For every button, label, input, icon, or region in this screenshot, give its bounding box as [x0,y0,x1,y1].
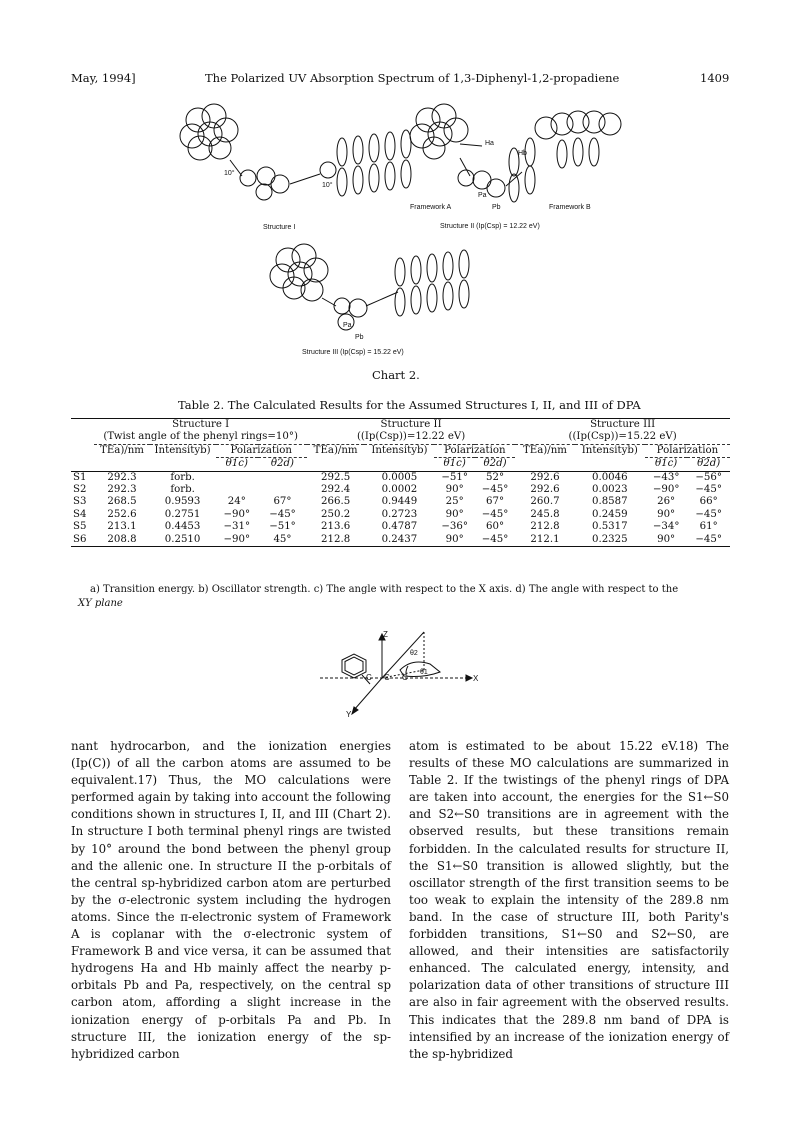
group-3-subtitle: ((Ip(Csp))=15.22 eV) [515,431,730,444]
table-cell: 292.4 [321,484,351,496]
ha-label: Ha [485,140,494,147]
table-cell: −43° [645,471,688,484]
axis-y-label: Y [346,710,352,719]
table-cell [216,471,259,484]
table-cell: 0.2751 [164,508,201,520]
table-cell: 90° [657,508,676,520]
table-cell: 250.2 [321,508,351,520]
table-cell: 0.9449 [381,496,418,508]
hb-label: Hb [518,150,527,157]
structure-1-angle-label: 10° [224,170,235,177]
table-cell: S3 [73,496,87,508]
col-pol-3: Polarization [645,444,730,457]
table-cell: 0.0005 [364,471,434,484]
table-cell: −45° [695,484,722,496]
carbon-label-2: C [384,673,390,682]
table2-footnote-1: a) Transition energy. b) Oscillator strength. c) The angle with respect to the X axis. d) The angle with respect to the [90,584,679,595]
col-theta1-3: θ1c) [654,458,678,470]
body-left-column [71,738,391,1063]
table-cell: 292.3 [94,471,149,484]
table-cell: −36° [441,521,468,533]
col-int-1: Intensityb) [154,445,211,457]
structure-1-angle-label-2: 10° [322,182,333,189]
table-cell: 66° [699,496,718,508]
table-cell: S6 [71,534,94,547]
table-cell: 45° [258,534,307,547]
axis-z-label: Z [383,630,388,639]
framework-a-label: Framework A [410,204,452,211]
table-cell: −90° [223,508,251,520]
group-3-title: Structure III [515,419,730,432]
table-cell [216,484,259,496]
table-cell: 292.5 [307,471,364,484]
table-cell: −45° [687,534,730,547]
table-cell: S2 [73,484,87,496]
header-page-number: 1409 [700,71,730,85]
table-cell: 0.9593 [164,496,201,508]
table-cell: −51° [269,521,296,533]
col-theta2-3: θ2d) [697,458,721,470]
table-cell: −45° [481,508,509,520]
theta1-label: θ1 [420,669,428,676]
table-cell: 0.8587 [591,496,628,508]
col-pol-1: Polarization [216,444,307,457]
table-cell: −45° [695,508,722,520]
table-cell: 24° [227,496,246,508]
carbon-label-3: C [402,673,408,682]
table-cell: −31° [223,521,251,533]
col-int-3: Intensityb) [581,445,638,457]
table-cell: 67° [273,496,292,508]
body-right-text: atom is estimated to be about 15.22 eV.18) The results of these MO calculations are summarized in Table 2. If the twistings of the phenyl rings of DPA are taken into account, the energies for the S1←S0 and S2←S0 transitions are in agreement with the observed results, but these transitions remain forbidden. In the calculated results for structure II, the S1←S0 transition is allowed slightly, but the oscillator strength of the first transition seems to be too weak to explain the intensity of the 289.8 nm band. In the case of structure III, both Parity's forbidden transitions, S1←S0 and S2←S0, are allowed, and their intensities are satisfactorily enhanced. The calculated energy, intensity, and polarization data of other transitions of structure III are also in fair agreement with the observed results. This indicates that the 289.8 nm band of DPA is intensified by an increase of the ionization energy of the sp-hybridized [409,739,729,1061]
table-cell: 90° [434,534,474,547]
table-cell: 266.5 [321,496,351,508]
table-cell: S1 [71,471,94,484]
theta2-label: θ2 [410,650,418,657]
table2-title: Table 2. The Calculated Results for the Assumed Structures I, II, and III of DPA [178,398,641,412]
table-cell: −56° [687,471,730,484]
group-1-title: Structure I [94,419,307,432]
group-2-subtitle: ((Ip(Csp))=12.22 eV) [307,431,515,444]
table-cell: 252.6 [107,508,137,520]
table-cell: −45° [475,534,515,547]
table2 [71,418,730,547]
table-cell: 213.6 [321,521,351,533]
table-cell: forb. [170,484,195,496]
table-row [71,521,730,533]
table-cell: 292.6 [530,484,560,496]
table-cell [258,471,307,484]
table-row [71,484,730,496]
table-row [71,534,730,547]
table-cell: 0.0046 [575,471,645,484]
structure-1-drawing [180,104,411,200]
table-cell: 268.5 [107,496,137,508]
table-cell: −90° [652,484,680,496]
table-cell: 25° [445,496,464,508]
col-theta1-1: θ1c) [225,458,248,470]
phenyl-ring [342,654,366,678]
structure-2-label: Structure II (Ip(Csp) = 12.22 eV) [440,223,540,230]
table-cell [258,484,307,496]
table-row [71,496,730,508]
table-cell: 0.2325 [575,534,645,547]
table-cell: 52° [475,471,515,484]
structure-3-label: Structure III (Ip(Csp) = 15.22 eV) [302,349,404,356]
table-cell: 26° [657,496,676,508]
chart2-structures-figure [170,92,630,362]
group-2-title: Structure II [307,419,515,432]
body-left-text: nant hydrocarbon, and the ionization energies (Ip(C)) of all the carbon atoms are assumed to be equivalent.17) Thus, the MO calculations were performed again by taking into account the following conditions shown in structures I, II, and III (Chart 2). In structure I both terminal phenyl rings are twisted by 10° around the bond between the phenyl group and the allenic one. In structure II the p-orbitals of the central sp-hybridized carbon atom are perturbed by the σ-electronic system including the hydrogen atoms. Since the π-electronic system of Framework A is coplanar with the σ-electronic system of Framework B and vice versa, it can be assumed that hydrogens Ha and Hb mainly affect the nearby p-orbitals Pb and Pa, respectively, on the central sp carbon atom, affording a slight increase in the ionization energy of p-orbitals Pa and Pb. In structure III, the ionization energy of the sp-hybridized carbon [71,739,391,1061]
group-1-subtitle: (Twist angle of the phenyl rings=10°) [94,431,307,444]
col-te-1: TEa)/nm [100,445,144,457]
chart2-caption: Chart 2. [372,368,420,382]
table-cell: 0.0023 [591,484,628,496]
table-cell: 0.4453 [164,521,201,533]
table-cell: 208.8 [94,534,149,547]
structure-1-label: Structure I [263,224,296,231]
structure-3-pb-label: Pb [355,334,364,341]
col-theta1-2: θ1c) [443,458,466,470]
table-cell: 0.2723 [381,508,418,520]
table-cell: 67° [486,496,505,508]
table-cell: 0.0002 [381,484,418,496]
table-cell: −45° [481,484,509,496]
table-cell: 0.2437 [364,534,434,547]
table-cell: −51° [434,471,474,484]
table-cell: 0.2459 [591,508,628,520]
header-title: The Polarized UV Absorption Spectrum of 1,3-Diphenyl-1,2-propadiene [205,71,620,85]
table-cell: S5 [73,521,87,533]
col-int-2: Intensityb) [371,445,428,457]
pa-label: Pa [478,192,487,199]
table-cell: 260.7 [530,496,560,508]
framework-b-label: Framework B [549,204,591,211]
col-pol-2: Polarization [434,444,515,457]
axis-x-label: X [473,674,479,683]
table-cell: 292.6 [515,471,575,484]
table-cell: 212.1 [515,534,575,547]
table-cell: 90° [645,534,688,547]
table-cell: 60° [486,521,505,533]
table-cell: 212.8 [307,534,364,547]
col-theta2-1: θ2d) [270,458,295,470]
table-cell: 0.2510 [150,534,216,547]
table-cell: forb. [150,471,216,484]
body-right-column [409,738,729,1063]
col-theta2-2: θ2d) [483,458,507,470]
col-te-2: TEa)/nm [313,445,358,457]
table-cell: 90° [445,484,464,496]
carbon-label-1: C [366,673,372,682]
table-cell: 245.8 [530,508,560,520]
structure-3-pa-label: Pa [343,322,352,329]
table-row [71,471,730,484]
structure-3-drawing [270,244,469,330]
table-cell: −34° [652,521,680,533]
table-cell: 213.1 [107,521,137,533]
pb-label: Pb [492,204,501,211]
table-row [71,509,730,521]
table-cell: 0.4787 [381,521,418,533]
col-te-3: TEa)/nm [523,445,567,457]
table-cell: 0.5317 [591,521,628,533]
table-cell: 61° [699,521,718,533]
table-cell: −90° [216,534,259,547]
table2-footnote-2: XY plane [78,598,123,609]
table-cell: 90° [445,508,464,520]
table-cell: S4 [73,508,87,520]
table-cell: 212.8 [530,521,560,533]
table-cell: 292.3 [107,484,137,496]
header-left: May, 1994] [71,71,136,85]
structure-2-drawing [410,104,621,202]
table-cell: −45° [269,508,296,520]
